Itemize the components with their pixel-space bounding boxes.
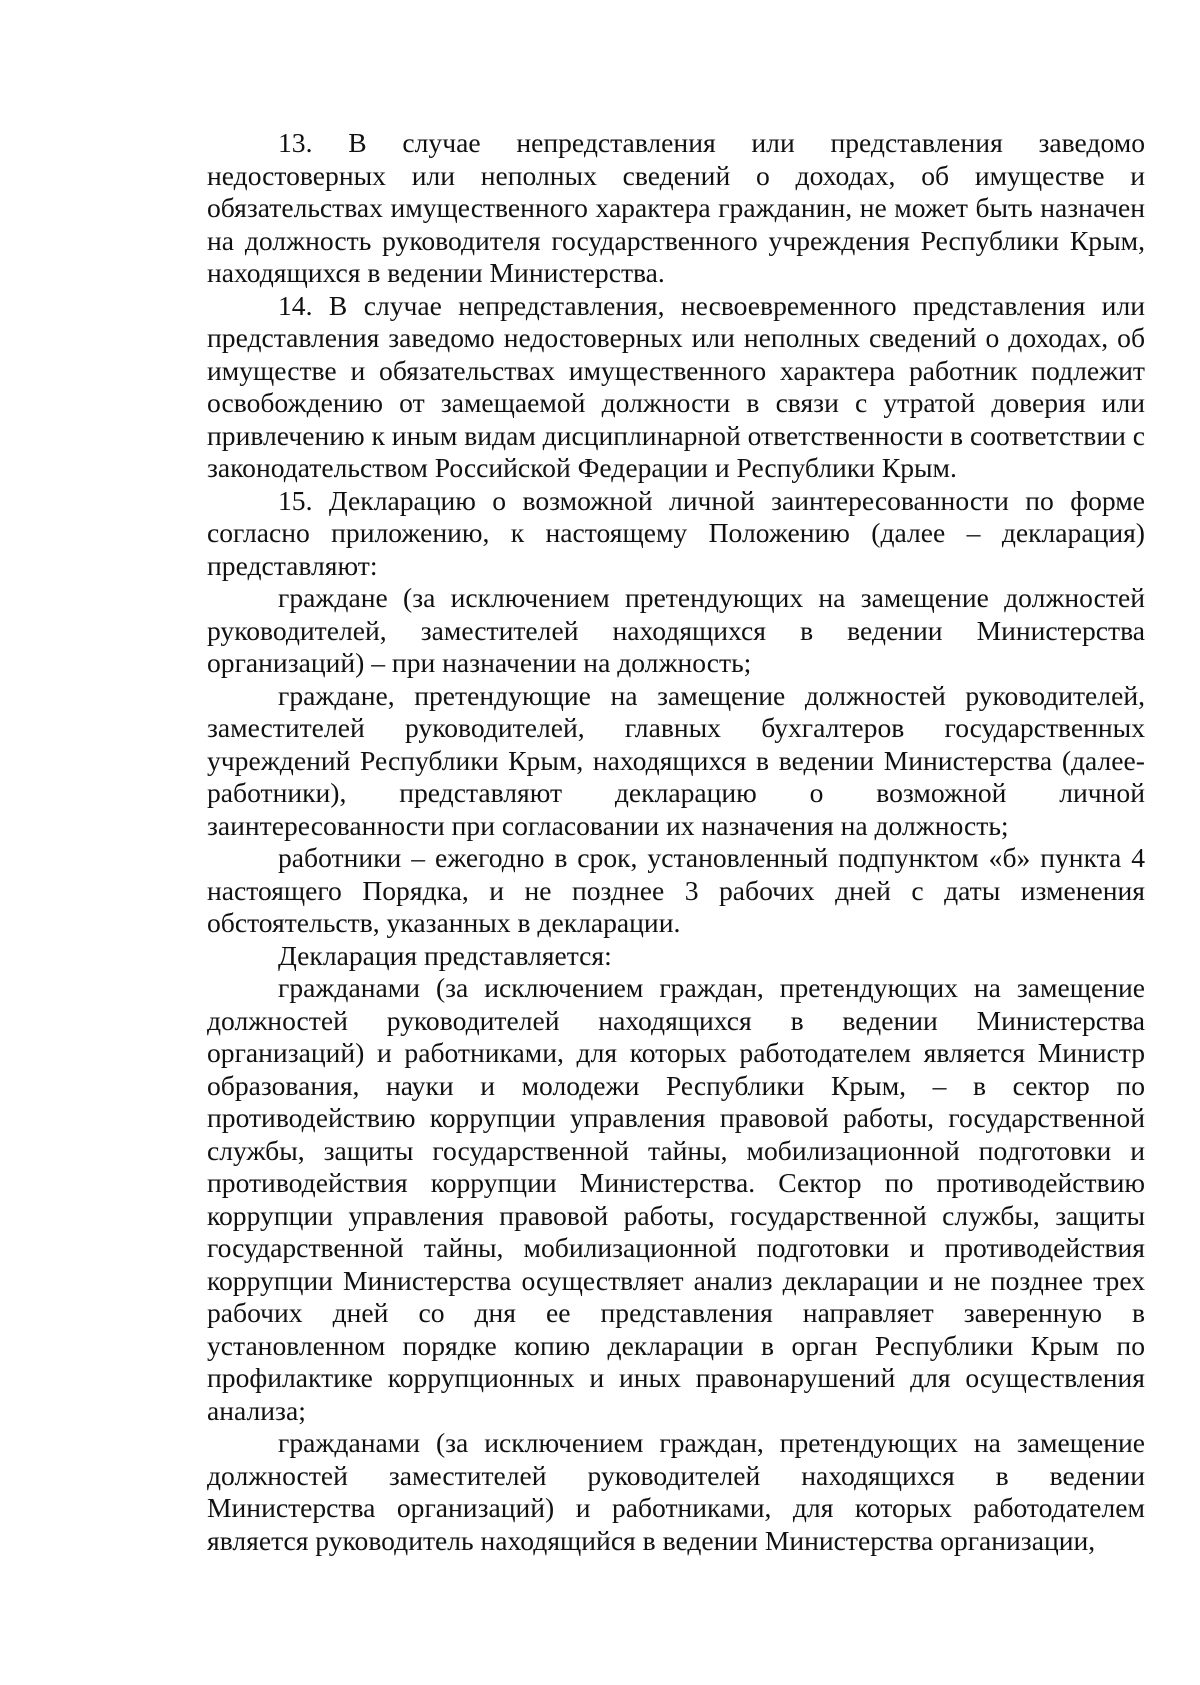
paragraph-13: 13. В случае непредставления или представления заведомо недостоверных или неполных сведений о доходах, об имуществе и обязательствах имущественного характера гражданин, не может быть назначен на должность руководителя государственного учреждения Республики Крым, находящихся в ведении Министерства. [207, 127, 1145, 288]
paragraph-submission-organization: гражданами (за исключением граждан, претендующих на замещение должностей заместителей руководителей находящихся в ведении Министерства организаций) и работниками, для которых работодателем является руководитель находящийся в ведении Министерства организации, [207, 1427, 1145, 1556]
paragraph-14: 14. В случае непредставления, несвоевременного представления или представления заведомо недостоверных или неполных сведений о доходах, об имуществе и обязательствах имущественного характера работник подлежит освобождению от замещаемой должности в связи с утратой доверия или привлечению к иным видам дисциплинарной ответственности в соответствии с законодательством Российской Федерации и Республики Крым. [207, 289, 1146, 483]
paragraph-candidates: граждане, претендующие на замещение должностей руководителей, заместителей руководителей, главных бухгалтеров государственных учреждений Республики Крым, находящихся в ведении Министерства (далее-работники), представляют декларацию о возможной личной заинтересованности при согласовании их назначения на должность; [207, 679, 1145, 841]
paragraph-declaration-submitted: Декларация представляется: [278, 939, 612, 971]
paragraph-submission-ministry: гражданами (за исключением граждан, претендующих на замещение должностей руководителей находящихся в ведении Министерства организаций) и работниками, для которых работодателем является Министр образования, науки и молодежи Республики Крым, – в сектор по противодействию коррупции управления правовой работы, государственной службы, защиты государственной тайны, мобилизационной подготовки и противодействия коррупции Министерства. Сектор по противодействию коррупции управления правовой работы, государственной службы, защиты государственной тайны, мобилизационной подготовки и противодействия коррупции Министерства осуществляет анализ декларации и не позднее трех рабочих дней со дня ее представления направляет заверенную в установленном порядке копию декларации в орган Республики Крым по профилактике коррупционных и иных правонарушений для осуществления анализа; [207, 972, 1145, 1426]
paragraph-15: 15. Декларацию о возможной личной заинтересованности по форме согласно приложению, к настоящему Положению (далее – декларация) представляют: [207, 484, 1145, 581]
document-page [207, 127, 1145, 1557]
paragraph-citizens: граждане (за исключением претендующих на замещение должностей руководителей, заместителей находящихся в ведении Министерства организаций) – при назначении на должность; [207, 582, 1145, 678]
paragraph-workers: работники – ежегодно в срок, установленный подпунктом «б» пункта 4 настоящего Порядка, и не позднее 3 рабочих дней с даты изменения обстоятельств, указанных в декларации. [207, 842, 1145, 938]
